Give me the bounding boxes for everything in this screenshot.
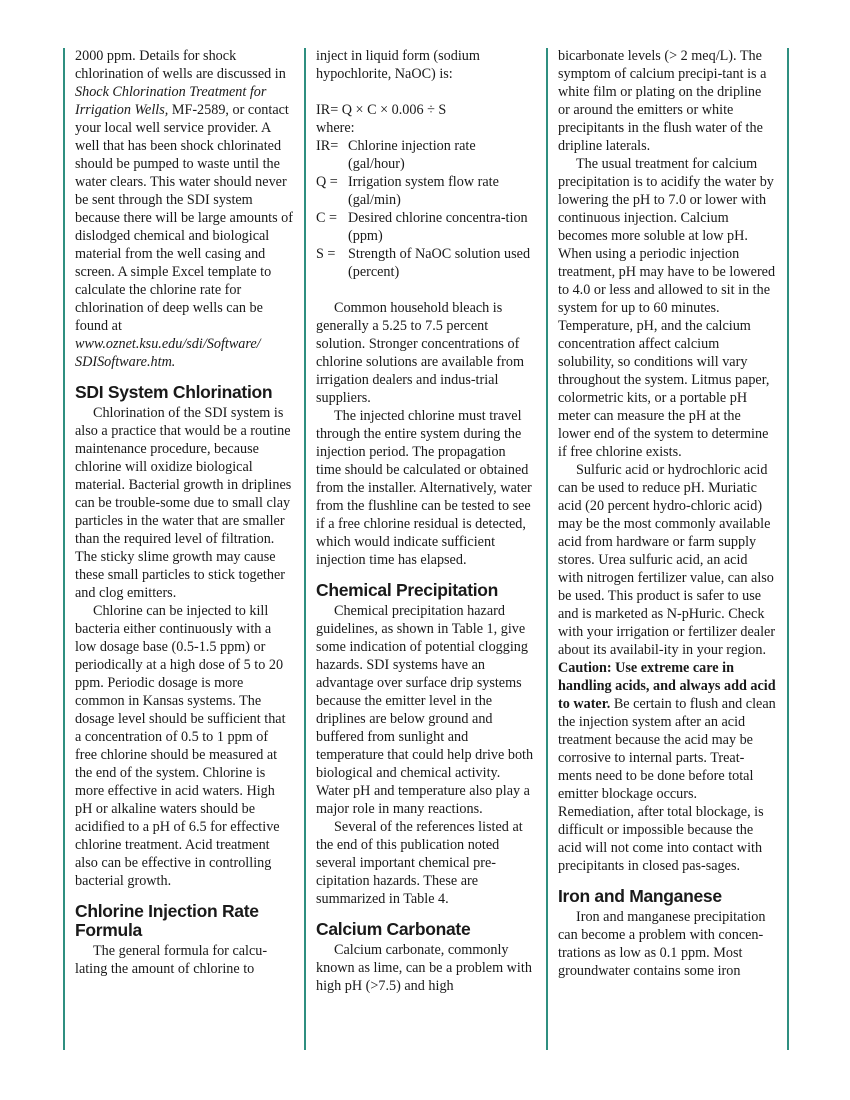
paragraph-text: 2000 ppm. Details for shock chlorination of wells are discussed in (75, 48, 286, 82)
column-rule-middle-left (304, 48, 306, 1050)
definition-text: Desired chlorine concentra-tion (ppm) (348, 210, 528, 244)
definition-s (316, 245, 534, 281)
publication-title: Shock Chlorination Treatment for Irrigation Wells, (75, 84, 267, 118)
column-rule-left (63, 48, 65, 1050)
chlorine-formula: IR= Q × C × 0.006 ÷ S (316, 102, 447, 118)
definition-q (316, 173, 534, 209)
paragraph-sdi-chlorination: Chlorination of the SDI system is also a practice that would be a routine maintenance procedure, because chlorine will oxidize biological material. Bacterial growth in driplines can be trouble-some due to small clay particles in the water that are smaller than the required level of filtration. The sticky slime growth may cause these small particles to stick together and clog emitters. (75, 405, 292, 601)
paragraph-bicarbonate: bicarbonate levels (> 2 meq/L). The symptom of calcium precipi-tant is a white film or plating on the dripline or around the emitters or white precipitants in the flush water of the dripline laterals. (558, 48, 767, 154)
heading-chlorine-injection-rate-formula: Chlorine Injection Rate Formula (75, 901, 259, 940)
paragraph-household-bleach: Common household bleach is generally a 5.25 to 7.5 percent solution. Stronger concentrations of chlorine solutions are available from irrigation dealers and indus-trial suppliers. (316, 300, 525, 406)
definition-symbol: IR= (316, 138, 339, 154)
heading-sdi-system-chlorination: SDI System Chlorination (75, 382, 273, 402)
definition-c (316, 209, 534, 245)
paragraph-text: Be certain to flush and clean the injection system after an acid treatment because the acid may be corrosive to internal parts. Treat-ments need to be done before total emitter blockage occurs. Remediation, after total blockage, is difficult or impossible because the acid will not come into contact with precipitants in closed pas-sages. (558, 696, 776, 874)
paragraph-text: Sulfuric acid or hydrochloric acid can be used to reduce pH. Muriatic acid (20 percent hydro-chloric acid) may be the most commonly available acid from hardware or farm supply stores. Urea sulfuric acid, an acid with nitrogen fertilizer value, can also be used. This product is safer to use and is marketed as N-pHuric. Check with your irrigation or fertilizer dealer about its availabil-ity in your region. (558, 462, 776, 658)
heading-calcium-carbonate: Calcium Carbonate (316, 919, 471, 939)
paragraph-text: MF-2589, or contact your local well service provider. A well that has been shock chlorinated should be pumped to waste until the water clears. This water should never be sent through the SDI system because there will be large amounts of dislodged chemical and biological material from the well casing and screen. A simple Excel template to calculate the chlorine rate for chlorination of deep wells can be found at (75, 102, 293, 334)
definition-symbol: C = (316, 210, 338, 226)
column-2 (316, 47, 534, 995)
paragraph-chlorine-dosage: Chlorine can be injected to kill bacteria either continuously with a low dosage base (0.5-1.5 ppm) or periodically at a high dose of 5 to 20 ppm. Periodic dosage is more common in Kansas systems. The dosage level should be sufficient that a concentration of 0.5 to 1 ppm of free chlorine should be measured at the end of the system. Chlorine is more effective in acid waters. High pH or alkaline waters should be acidified to a pH of 6.5 for effective chlorine treatment. Acid treatment also can be effective in controlling bacterial growth. (75, 603, 286, 889)
column-1 (75, 47, 293, 978)
definition-text: Chlorine injection rate (gal/hour) (348, 138, 476, 172)
paragraph-inject-liquid: inject in liquid form (sodium hypochlorite, NaOC) is: (316, 48, 480, 82)
paragraph-precipitation-guidelines: Chemical precipitation hazard guidelines, as shown in Table 1, give some indication of potential clogging hazards. SDI systems have an advantage over surface drip systems because the emitter level in the driplines are below ground and buffered from sunlight and temperature that could help drive both biological and chemical activity. Water pH and temperature also play a major role in many reactions. (316, 603, 534, 817)
formula-where: where: (316, 120, 355, 136)
paragraph-well-chlorination (75, 47, 293, 371)
heading-chemical-precipitation: Chemical Precipitation (316, 580, 499, 600)
heading-iron-and-manganese: Iron and Manganese (558, 886, 722, 906)
column-rule-middle-right (546, 48, 548, 1050)
column-3 (558, 47, 776, 980)
paragraph-iron-manganese: Iron and manganese precipitation can become a problem with concen-trations as low as 0.1 ppm. Most groundwater contains some iron (558, 909, 766, 979)
software-url[interactable]: www.oznet.ksu.edu/sdi/Software/ SDISoftware.htm. (75, 336, 261, 370)
paragraph-calcium-carbonate: Calcium carbonate, commonly known as lime, can be a problem with high pH (>7.5) and high (316, 942, 532, 994)
paragraph-formula-intro: The general formula for calcu-lating the amount of chlorine to (75, 943, 268, 977)
paragraph-acids (558, 461, 776, 875)
paragraph-references: Several of the references listed at the end of this publication noted several important chemical pre-cipitation hazards. These are summarized in Table 4. (316, 819, 523, 907)
definition-text: Irrigation system flow rate (gal/min) (348, 174, 499, 208)
definition-text: Strength of NaOC solution used (percent) (348, 246, 531, 280)
spacer (316, 281, 534, 299)
column-rule-right (787, 48, 789, 1050)
definition-ir (316, 137, 534, 173)
paragraph-acid-treatment: The usual treatment for calcium precipitation is to acidify the water by lowering the pH to 7.0 or lower with continuous injection. Calcium becomes more soluble at low pH. When using a periodic injection treatment, pH may have to be lowered to 4.0 or less and allowed to sit in the system for up to 60 minutes. Temperature, pH, and the calcium concentration affect calcium solubility, so conditions will vary throughout the system. Litmus paper, colormetric kits, or a portable pH meter can measure the pH at the lower end of the system to determine if free chlorine exists. (558, 156, 776, 460)
caution-text: Caution: Use extreme care in handling acids, and always add acid to water. (558, 660, 776, 712)
definition-symbol: S = (316, 246, 336, 262)
paragraph-injection-travel: The injected chlorine must travel through the entire system during the injection period. The propagation time should be calculated or obtained from the installer. Alternatively, water from the flushline can be tested to see if a free chlorine residual is detected, which would indicate sufficient injection time has elapsed. (316, 408, 532, 568)
definition-symbol: Q = (316, 174, 338, 190)
formula-definitions (316, 137, 534, 281)
spacer (316, 83, 534, 101)
